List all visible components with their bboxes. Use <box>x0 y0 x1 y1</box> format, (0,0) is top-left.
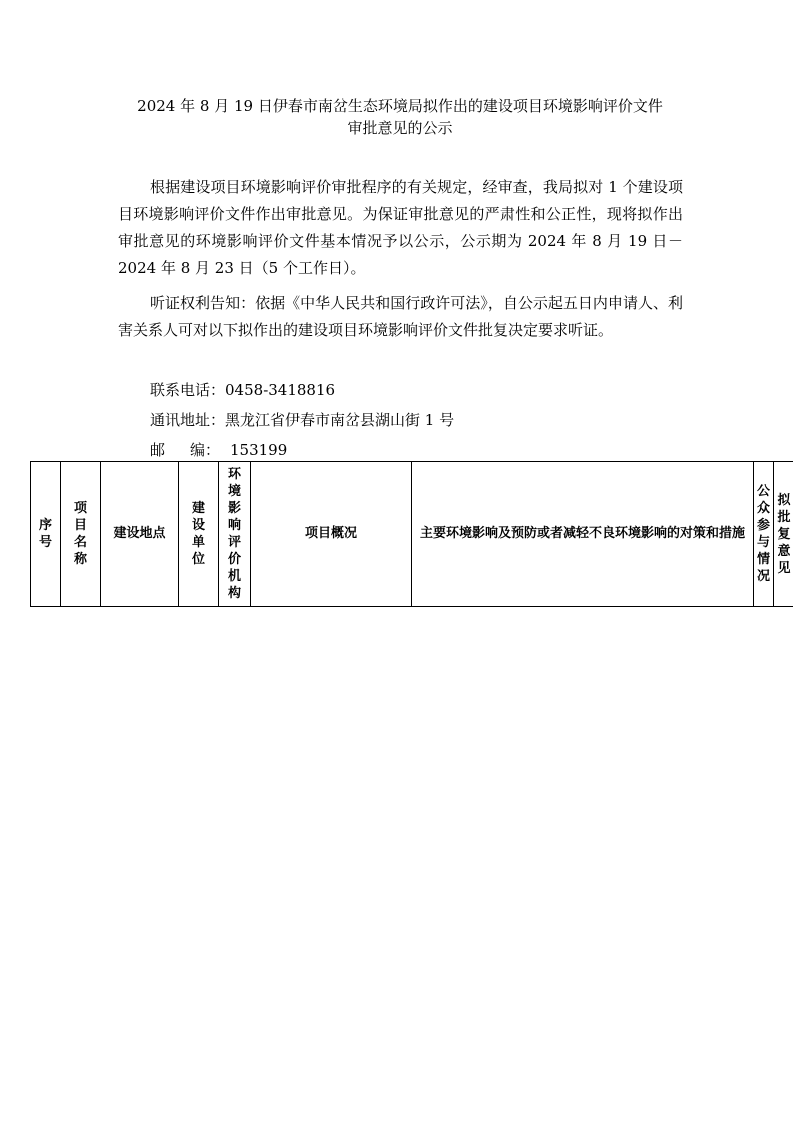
col-header-location: 建设地点 <box>101 462 179 607</box>
col-header-public: 公众参与情况 <box>754 462 774 607</box>
col-header-opinion: 拟批复意见 <box>774 462 793 607</box>
contact-phone-value: 0458-3418816 <box>225 381 336 399</box>
table-header-row <box>31 462 793 607</box>
postcode-label-a: 邮 <box>150 441 166 459</box>
project-table <box>30 461 793 607</box>
postcode-value: 153199 <box>230 441 288 459</box>
document-title-line1: 2024 年 8 月 19 日伊春市南岔生态环境局拟作出的建设项目环境影响评价文件 <box>137 97 663 115</box>
document-title-line2: 审批意见的公示 <box>347 119 453 137</box>
contact-phone-label: 联系电话： <box>150 381 226 399</box>
col-header-measures: 主要环境影响及预防或者减轻不良环境影响的对策和措施 <box>412 462 754 607</box>
contact-address-line <box>150 410 454 430</box>
col-header-seq: 序号 <box>31 462 61 607</box>
col-header-name: 项目名称 <box>61 462 101 607</box>
contact-address-label: 通讯地址： <box>150 411 226 429</box>
postcode-label-b: 编： <box>190 441 221 459</box>
contact-postcode-line <box>150 440 287 460</box>
col-header-overview: 项目概况 <box>251 462 412 607</box>
contact-phone-line <box>150 380 335 400</box>
intro-paragraph: 根据建设项目环境影响评价审批程序的有关规定，经审查，我局拟对 1 个建设项目环境影响评价文件作出审批意见。为保证审批意见的严肃性和公正性，现将拟作出审批意见的环境影响评价文件基本情况予以公示，公示期为 2024 年 8 月 19 日－2024 年 8 月 23 日（5 个工作日）。 <box>118 178 683 277</box>
col-header-eia-agency: 环境影响评价机构 <box>219 462 251 607</box>
col-header-unit: 建设单位 <box>179 462 219 607</box>
hearing-rights-paragraph: 听证权利告知：依据《中华人民共和国行政许可法》，自公示起五日内申请人、利害关系人可对以下拟作出的建设项目环境影响评价文件批复决定要求听证。 <box>118 294 683 339</box>
contact-address-value: 黑龙江省伊春市南岔县湖山街 1 号 <box>225 411 455 429</box>
